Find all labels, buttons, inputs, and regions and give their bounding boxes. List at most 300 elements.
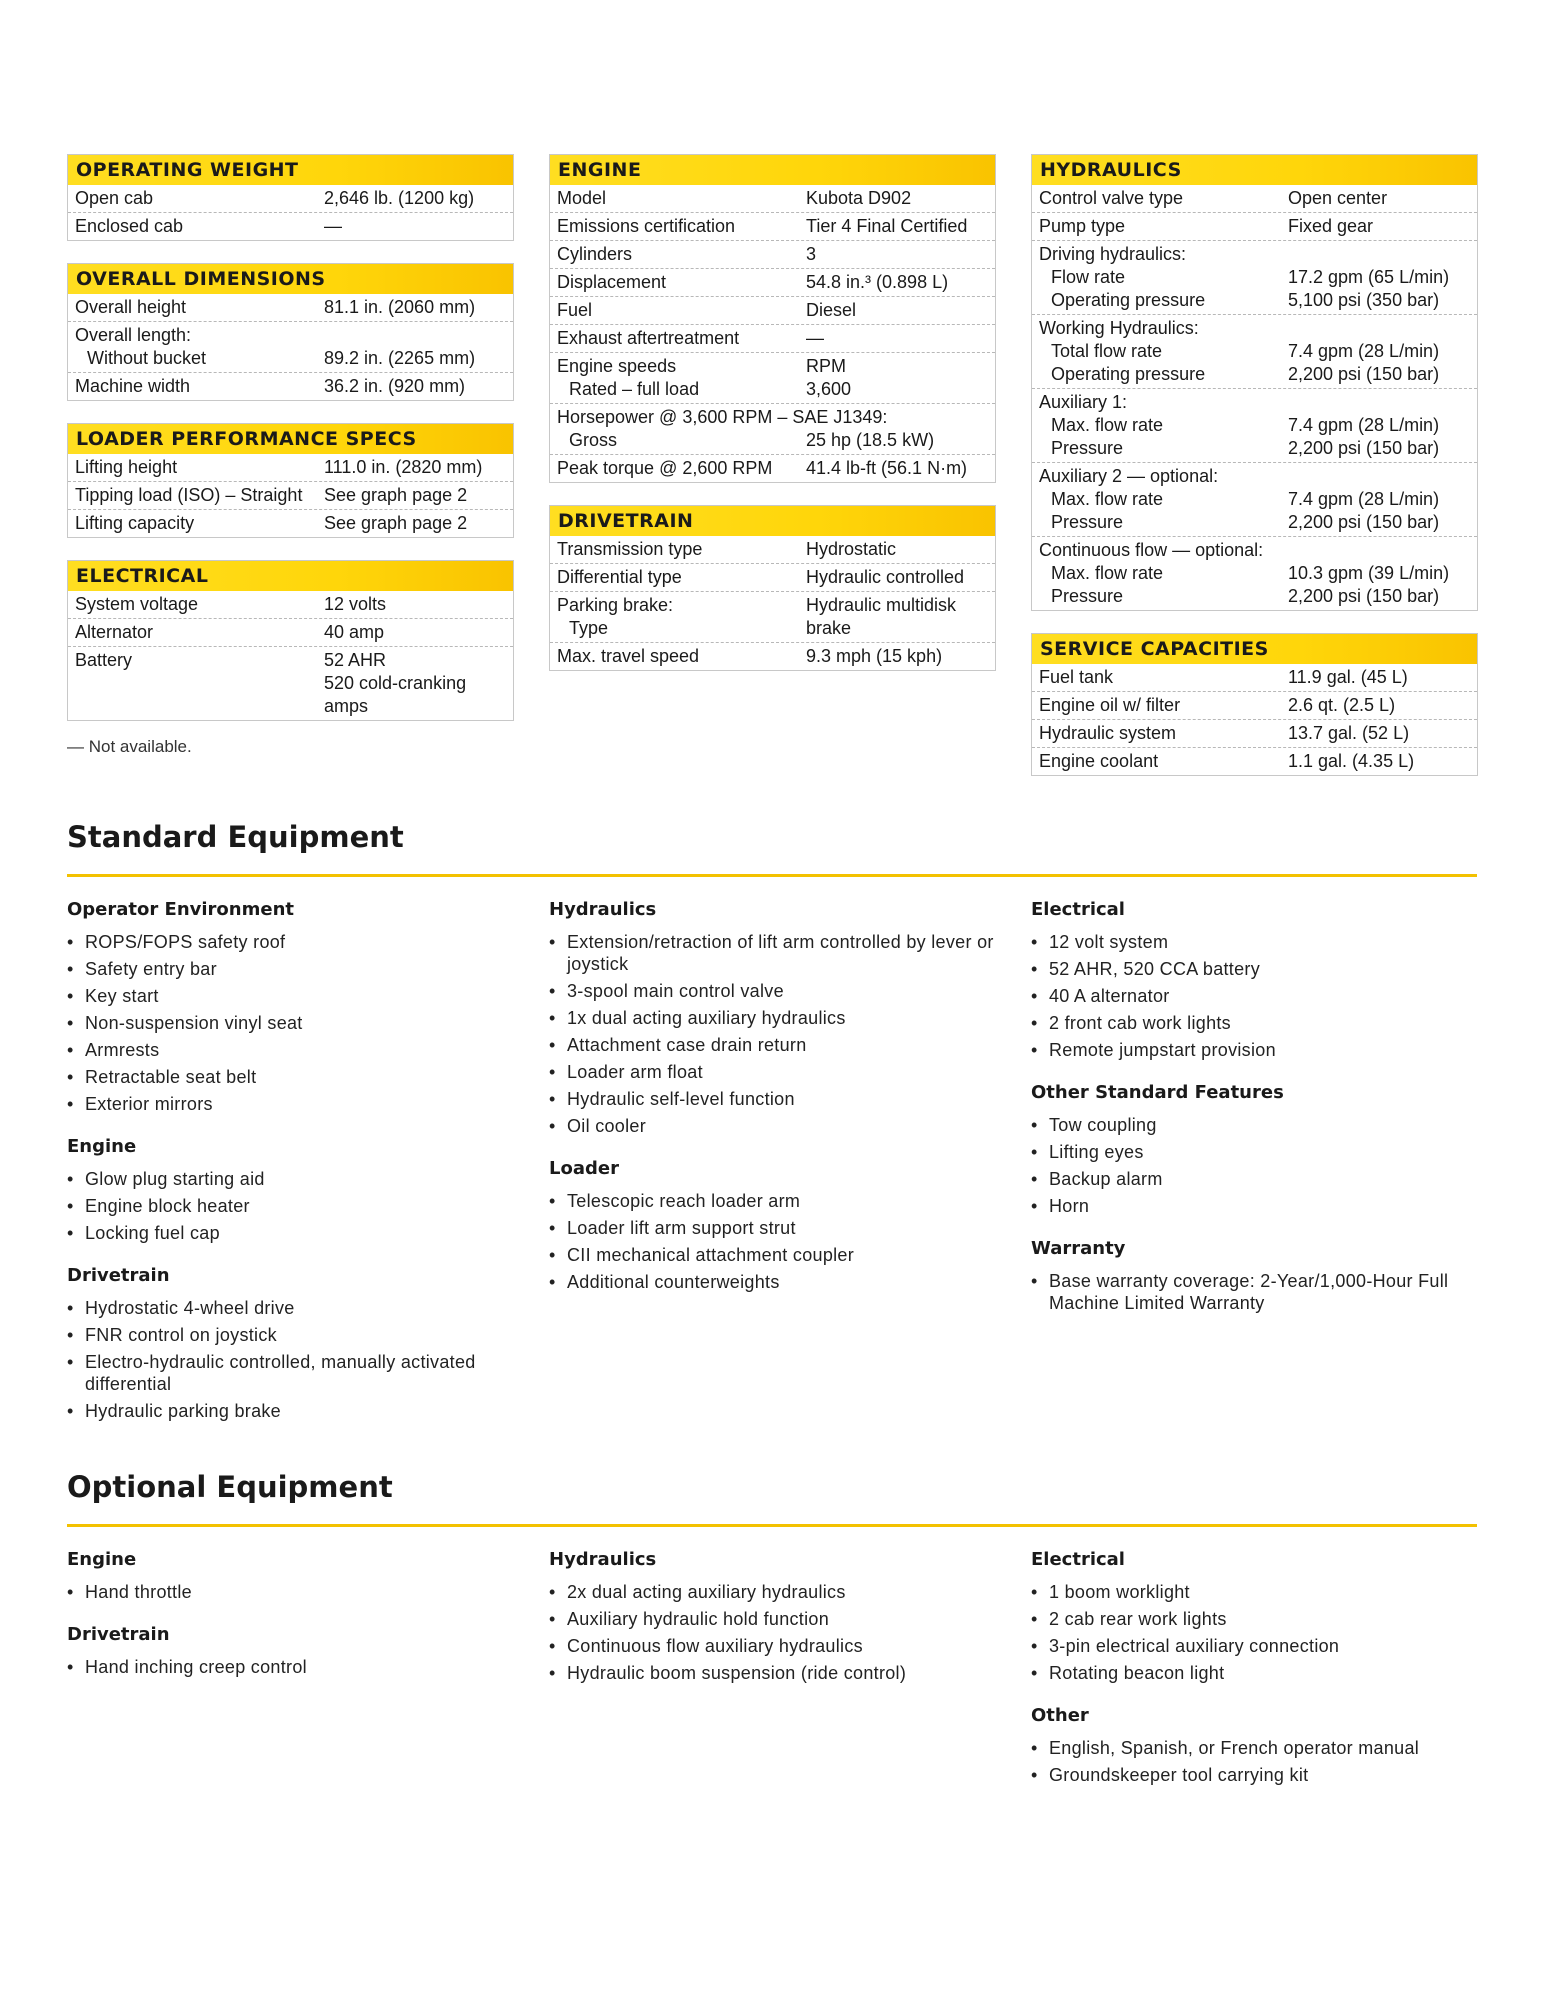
spec-label (1032, 666, 1288, 689)
equipment-item: • Non-suspension vinyl seat (67, 1012, 512, 1034)
equipment-item: • Hydrostatic 4-wheel drive (67, 1297, 512, 1319)
spec-label-text: Max. travel speed (557, 646, 700, 666)
spec-label-text: Hydraulic system (1039, 723, 1177, 743)
equipment-list (67, 1656, 512, 1678)
spec-label (1032, 215, 1288, 238)
spec-value (324, 484, 513, 507)
spec-row (1032, 747, 1477, 775)
spec-value-text: amps (324, 696, 369, 716)
spec-row (550, 296, 995, 324)
spec-value (806, 215, 995, 238)
equipment-item: • Retractable seat belt (67, 1066, 512, 1088)
spec-label (550, 457, 806, 480)
equipment-item: • 1x dual acting auxiliary hydraulics (549, 1007, 994, 1029)
equipment-item: • Rotating beacon light (1031, 1662, 1476, 1684)
equipment-group-heading: Other Standard Features (1031, 1082, 1284, 1103)
spec-label-text: Parking brake: (557, 595, 674, 615)
equipment-item: • 3-pin electrical auxiliary connection (1031, 1635, 1476, 1657)
equipment-item: • Hydraulic self-level function (549, 1088, 994, 1110)
equipment-list (67, 931, 512, 1115)
spec-row (68, 454, 513, 481)
spec-value-text: 2,200 psi (150 bar) (1288, 438, 1440, 458)
table-header: ELECTRICAL (68, 561, 513, 591)
spec-value (1288, 317, 1477, 386)
spec-column-3 (1031, 154, 1478, 798)
spec-label-text: Continuous flow — optional: (1039, 540, 1264, 560)
table-body (68, 454, 513, 537)
spec-value-text: See graph page 2 (324, 485, 468, 505)
equipment-item: • Oil cooler (549, 1115, 994, 1137)
spec-label-text: Control valve type (1039, 188, 1184, 208)
equipment-item: • Horn (1031, 1195, 1476, 1217)
spec-value (1288, 539, 1477, 608)
spec-value-text: 7.4 gpm (28 L/min) (1288, 489, 1440, 509)
spec-value (1288, 243, 1477, 312)
spec-label-text: Overall length: (75, 325, 192, 345)
spec-value-text: 10.3 gpm (39 L/min) (1288, 563, 1450, 583)
spec-value-text: Kubota D902 (806, 188, 912, 208)
equipment-item: • Locking fuel cap (67, 1222, 512, 1244)
optional-equipment-col-3 (1031, 1548, 1476, 1806)
table-header: HYDRAULICS (1032, 155, 1477, 185)
spec-row (1032, 388, 1477, 462)
spec-label (550, 299, 806, 322)
spec-label-text: Exhaust aftertreatment (557, 328, 740, 348)
spec-row (550, 268, 995, 296)
equipment-item: • Extension/retraction of lift arm controlled by lever or joystick (549, 931, 994, 975)
optional-equipment-rule (67, 1524, 1477, 1527)
spec-label-text: Auxiliary 2 — optional: (1039, 466, 1219, 486)
spec-value-text: Diesel (806, 300, 857, 320)
spec-value-text: 2,200 psi (150 bar) (1288, 512, 1440, 532)
spec-label (68, 621, 324, 644)
loader-performance-table (67, 423, 514, 538)
drivetrain-table (549, 505, 996, 671)
spec-sublabel: Pressure (1051, 438, 1124, 458)
equipment-item: • 52 AHR, 520 CCA battery (1031, 958, 1476, 980)
spec-label-text: Peak torque @ 2,600 RPM (557, 458, 773, 478)
spec-value (1288, 666, 1477, 689)
spec-row (550, 324, 995, 352)
equipment-group-heading: Engine (67, 1549, 137, 1570)
standard-equipment-rule (67, 874, 1477, 877)
spec-label-text: Lifting height (75, 457, 178, 477)
spec-value-text: Tier 4 Final Certified (806, 216, 968, 236)
spec-label-text: Working Hydraulics: (1039, 318, 1199, 338)
standard-equipment-col-3 (1031, 898, 1476, 1334)
spec-label-text: Enclosed cab (75, 216, 184, 236)
spec-label-text: Overall height (75, 297, 187, 317)
standard-equipment-col-2 (549, 898, 994, 1313)
spec-label (68, 456, 324, 479)
spec-label-text: System voltage (75, 594, 199, 614)
spec-label (1032, 317, 1288, 386)
equipment-item: • Loader lift arm support strut (549, 1217, 994, 1239)
equipment-group-heading: Loader (549, 1158, 619, 1179)
spec-value-text: 25 hp (18.5 kW) (806, 430, 935, 450)
spec-value-text: 520 cold-cranking (324, 673, 467, 693)
spec-label (1032, 243, 1288, 312)
equipment-item: • English, Spanish, or French operator manual (1031, 1737, 1476, 1759)
equipment-list (549, 1581, 994, 1684)
spec-row (68, 481, 513, 509)
service-capacities-table (1031, 633, 1478, 776)
table-body (68, 185, 513, 240)
spec-sublabel: Max. flow rate (1051, 563, 1164, 583)
spec-label (68, 512, 324, 535)
equipment-item: • FNR control on joystick (67, 1324, 512, 1346)
equipment-item: • Exterior mirrors (67, 1093, 512, 1115)
equipment-item: • 2x dual acting auxiliary hydraulics (549, 1581, 994, 1603)
equipment-list (1031, 931, 1476, 1061)
spec-value-text: 2,200 psi (150 bar) (1288, 586, 1440, 606)
spec-value-text: 3,600 (806, 379, 852, 399)
spec-value-text: — (806, 328, 824, 348)
spec-row (550, 212, 995, 240)
equipment-group-heading: Drivetrain (67, 1624, 170, 1645)
spec-value-text: 2.6 qt. (2.5 L) (1288, 695, 1396, 715)
equipment-item: • Hydraulic boom suspension (ride control) (549, 1662, 994, 1684)
spec-label (550, 215, 806, 238)
equipment-item: • Hand inching creep control (67, 1656, 512, 1678)
spec-row (68, 185, 513, 212)
spec-label (550, 406, 995, 429)
spec-row (68, 646, 513, 720)
standard-equipment-title: Standard Equipment (67, 820, 404, 854)
table-body (550, 185, 995, 482)
standard-equipment-col-1 (67, 898, 512, 1442)
spec-label (68, 593, 324, 616)
spec-value-text: 2,200 psi (150 bar) (1288, 364, 1440, 384)
spec-value (324, 215, 513, 238)
spec-value-text: RPM (806, 356, 846, 376)
equipment-item: • Hydraulic parking brake (67, 1400, 512, 1422)
spec-row (1032, 314, 1477, 388)
electrical-table (67, 560, 514, 721)
spec-row (68, 509, 513, 537)
spec-value (324, 649, 513, 718)
operating-weight-table (67, 154, 514, 241)
spec-value (806, 429, 995, 452)
spec-value (806, 299, 995, 322)
not-available-note: — Not available. (67, 737, 192, 756)
equipment-item: • Lifting eyes (1031, 1141, 1476, 1163)
spec-value (806, 645, 995, 668)
spec-value (806, 566, 995, 589)
equipment-item: • Engine block heater (67, 1195, 512, 1217)
spec-row (550, 240, 995, 268)
spec-label-text: Alternator (75, 622, 154, 642)
spec-value-text: Hydraulic multidisk (806, 595, 957, 615)
table-header: LOADER PERFORMANCE SPECS (68, 424, 513, 454)
equipment-item: • 1 boom worklight (1031, 1581, 1476, 1603)
spec-value-text: 1.1 gal. (4.35 L) (1288, 751, 1415, 771)
spec-value-text: Open center (1288, 188, 1388, 208)
spec-value-text: 9.3 mph (15 kph) (806, 646, 943, 666)
equipment-item: • Hand throttle (67, 1581, 512, 1603)
equipment-group-heading: Warranty (1031, 1238, 1126, 1259)
spec-row (68, 321, 513, 372)
optional-equipment-col-1 (67, 1548, 512, 1698)
spec-label (1032, 694, 1288, 717)
spec-value-text: brake (806, 618, 852, 638)
equipment-item: • ROPS/FOPS safety roof (67, 931, 512, 953)
spec-sublabel: Flow rate (1051, 267, 1126, 287)
spec-value-text (1288, 465, 1477, 488)
spec-value-text: 12 volts (324, 594, 387, 614)
spec-value-text: 3 (806, 244, 817, 264)
table-body (68, 294, 513, 400)
spec-value-text: 13.7 gal. (52 L) (1288, 723, 1410, 743)
spec-label (68, 484, 324, 507)
spec-row (1032, 462, 1477, 536)
spec-label (68, 215, 324, 238)
spec-label (550, 645, 806, 668)
spec-value (324, 456, 513, 479)
spec-row (68, 294, 513, 321)
spec-label-text: Emissions certification (557, 216, 736, 236)
hydraulics-table (1031, 154, 1478, 611)
spec-label-text: Transmission type (557, 539, 703, 559)
spec-row (1032, 664, 1477, 691)
spec-label-text: Driving hydraulics: (1039, 244, 1187, 264)
spec-label-text: Open cab (75, 188, 154, 208)
spec-value (1288, 187, 1477, 210)
spec-value-text (1288, 539, 1477, 562)
spec-row (1032, 185, 1477, 212)
spec-value (324, 375, 513, 398)
spec-value-text (1288, 243, 1477, 266)
spec-row (550, 185, 995, 212)
equipment-list (1031, 1270, 1476, 1314)
spec-label (550, 271, 806, 294)
spec-column-1 (67, 154, 514, 757)
equipment-item: • Safety entry bar (67, 958, 512, 980)
spec-value (324, 324, 513, 370)
spec-label-text: Fuel tank (1039, 667, 1114, 687)
spec-value (806, 538, 995, 561)
equipment-group-heading: Operator Environment (67, 899, 294, 920)
spec-value (324, 296, 513, 319)
spec-label (550, 243, 806, 266)
spec-label-text: Engine coolant (1039, 751, 1159, 771)
spec-sublabel (550, 429, 806, 452)
spec-label-text: Horsepower @ 3,600 RPM – SAE J1349: (557, 407, 888, 427)
spec-label (1032, 465, 1288, 534)
spec-row (68, 618, 513, 646)
equipment-item: • Auxiliary hydraulic hold function (549, 1608, 994, 1630)
spec-sublabel: Gross (569, 430, 618, 450)
spec-value (324, 593, 513, 616)
spec-value-text: 36.2 in. (920 mm) (324, 376, 466, 396)
spec-row (550, 536, 995, 563)
spec-label-text: Fuel (557, 300, 593, 320)
spec-value-text: Fixed gear (1288, 216, 1374, 236)
spec-row (1032, 240, 1477, 314)
spec-value-text: 81.1 in. (2060 mm) (324, 297, 476, 317)
spec-value (1288, 722, 1477, 745)
equipment-list (549, 1190, 994, 1293)
spec-label-text: Lifting capacity (75, 513, 195, 533)
spec-label-text: Pump type (1039, 216, 1126, 236)
spec-row (68, 372, 513, 400)
spec-sublabel: Max. flow rate (1051, 415, 1164, 435)
spec-row (1032, 719, 1477, 747)
spec-value (806, 243, 995, 266)
spec-value-text (324, 324, 513, 347)
spec-row (550, 454, 995, 482)
equipment-list (67, 1297, 512, 1422)
spec-value-text: 52 AHR (324, 650, 387, 670)
spec-label-text: Differential type (557, 567, 682, 587)
spec-sublabel: Operating pressure (1051, 364, 1206, 384)
spec-sublabel: Total flow rate (1051, 341, 1163, 361)
equipment-item: • Remote jumpstart provision (1031, 1039, 1476, 1061)
spec-row (550, 352, 995, 403)
equipment-item: • Base warranty coverage: 2-Year/1,000-Hour Full Machine Limited Warranty (1031, 1270, 1476, 1314)
spec-value (324, 512, 513, 535)
spec-value-text: 7.4 gpm (28 L/min) (1288, 341, 1440, 361)
equipment-item: • 3-spool main control valve (549, 980, 994, 1002)
equipment-item: • Key start (67, 985, 512, 1007)
spec-label (550, 187, 806, 210)
spec-column-2 (549, 154, 996, 693)
spec-label (1032, 391, 1288, 460)
equipment-item: • Telescopic reach loader arm (549, 1190, 994, 1212)
table-header: DRIVETRAIN (550, 506, 995, 536)
table-header: SERVICE CAPACITIES (1032, 634, 1477, 664)
equipment-list (1031, 1581, 1476, 1684)
equipment-item: • 2 front cab work lights (1031, 1012, 1476, 1034)
equipment-list (1031, 1737, 1476, 1786)
spec-label (550, 594, 806, 640)
equipment-list (67, 1168, 512, 1244)
spec-row (550, 642, 995, 670)
spec-label-text: Auxiliary 1: (1039, 392, 1128, 412)
table-header: OPERATING WEIGHT (68, 155, 513, 185)
optional-equipment-title: Optional Equipment (67, 1470, 393, 1504)
spec-label (1032, 722, 1288, 745)
spec-label-text: Battery (75, 650, 133, 670)
equipment-group-heading: Electrical (1031, 899, 1125, 920)
spec-sublabel: Max. flow rate (1051, 489, 1164, 509)
spec-row (550, 591, 995, 642)
spec-row (1032, 212, 1477, 240)
spec-label-text: Tipping load (ISO) – Straight (75, 485, 303, 505)
equipment-list (549, 931, 994, 1137)
spec-value (1288, 694, 1477, 717)
spec-label (1032, 187, 1288, 210)
spec-sublabel: Pressure (1051, 512, 1124, 532)
table-body (68, 591, 513, 720)
spec-label-text: Model (557, 188, 607, 208)
spec-value (806, 271, 995, 294)
spec-value (324, 621, 513, 644)
spec-row (1032, 536, 1477, 610)
spec-value (1288, 215, 1477, 238)
spec-value-text (1288, 317, 1477, 340)
equipment-list (1031, 1114, 1476, 1217)
equipment-list (67, 1581, 512, 1603)
spec-label-text: Cylinders (557, 244, 633, 264)
equipment-item: • CII mechanical attachment coupler (549, 1244, 994, 1266)
equipment-group-heading: Hydraulics (549, 899, 657, 920)
spec-value-text: 5,100 psi (350 bar) (1288, 290, 1440, 310)
spec-value-text (1288, 391, 1477, 414)
spec-value-text: See graph page 2 (324, 513, 468, 533)
equipment-group-heading: Drivetrain (67, 1265, 170, 1286)
equipment-item: • 2 cab rear work lights (1031, 1608, 1476, 1630)
spec-label (68, 187, 324, 210)
equipment-group-heading: Hydraulics (549, 1549, 657, 1570)
spec-sublabel: Operating pressure (1051, 290, 1206, 310)
spec-value (806, 457, 995, 480)
spec-value (806, 594, 995, 640)
spec-label (550, 327, 806, 350)
equipment-item: • Glow plug starting aid (67, 1168, 512, 1190)
spec-label (68, 324, 324, 370)
spec-value (1288, 465, 1477, 534)
spec-value-text: 41.4 lb-ft (56.1 N·m) (806, 458, 968, 478)
spec-value (806, 187, 995, 210)
spec-label-text: Machine width (75, 376, 191, 396)
equipment-item: • Groundskeeper tool carrying kit (1031, 1764, 1476, 1786)
spec-sublabel: Type (569, 618, 609, 638)
spec-sublabel: Rated – full load (569, 379, 700, 399)
spec-value-text: 40 amp (324, 622, 385, 642)
equipment-item: • Loader arm float (549, 1061, 994, 1083)
spec-value-text: 89.2 in. (2265 mm) (324, 348, 476, 368)
equipment-group-heading: Engine (67, 1136, 137, 1157)
equipment-item: • Attachment case drain return (549, 1034, 994, 1056)
spec-value-text: 111.0 in. (2820 mm) (324, 457, 483, 477)
spec-label (550, 355, 806, 401)
engine-table (549, 154, 996, 483)
equipment-group-heading: Electrical (1031, 1549, 1125, 1570)
spec-value-text: 7.4 gpm (28 L/min) (1288, 415, 1440, 435)
spec-value (806, 355, 995, 401)
spec-label (1032, 539, 1288, 608)
table-header: ENGINE (550, 155, 995, 185)
spec-value-text: 17.2 gpm (65 L/min) (1288, 267, 1450, 287)
spec-label (68, 649, 324, 718)
equipment-item: • Continuous flow auxiliary hydraulics (549, 1635, 994, 1657)
spec-value (1288, 750, 1477, 773)
equipment-group-heading: Other (1031, 1705, 1089, 1726)
spec-label (68, 375, 324, 398)
spec-value (324, 187, 513, 210)
table-body (1032, 185, 1477, 610)
overall-dimensions-table (67, 263, 514, 401)
spec-value-text: Hydrostatic (806, 539, 897, 559)
spec-row (1032, 691, 1477, 719)
equipment-item: • Electro-hydraulic controlled, manually activated differential (67, 1351, 512, 1395)
table-body (550, 536, 995, 670)
spec-label (550, 538, 806, 561)
spec-row (68, 591, 513, 618)
equipment-item: • Tow coupling (1031, 1114, 1476, 1136)
equipment-item: • 40 A alternator (1031, 985, 1476, 1007)
spec-row (550, 563, 995, 591)
spec-row (68, 212, 513, 240)
table-body (1032, 664, 1477, 775)
spec-value (806, 327, 995, 350)
equipment-item: • Backup alarm (1031, 1168, 1476, 1190)
equipment-item: • Additional counterweights (549, 1271, 994, 1293)
spec-label-text: Engine speeds (557, 356, 677, 376)
optional-equipment-col-2 (549, 1548, 994, 1704)
spec-label (68, 296, 324, 319)
